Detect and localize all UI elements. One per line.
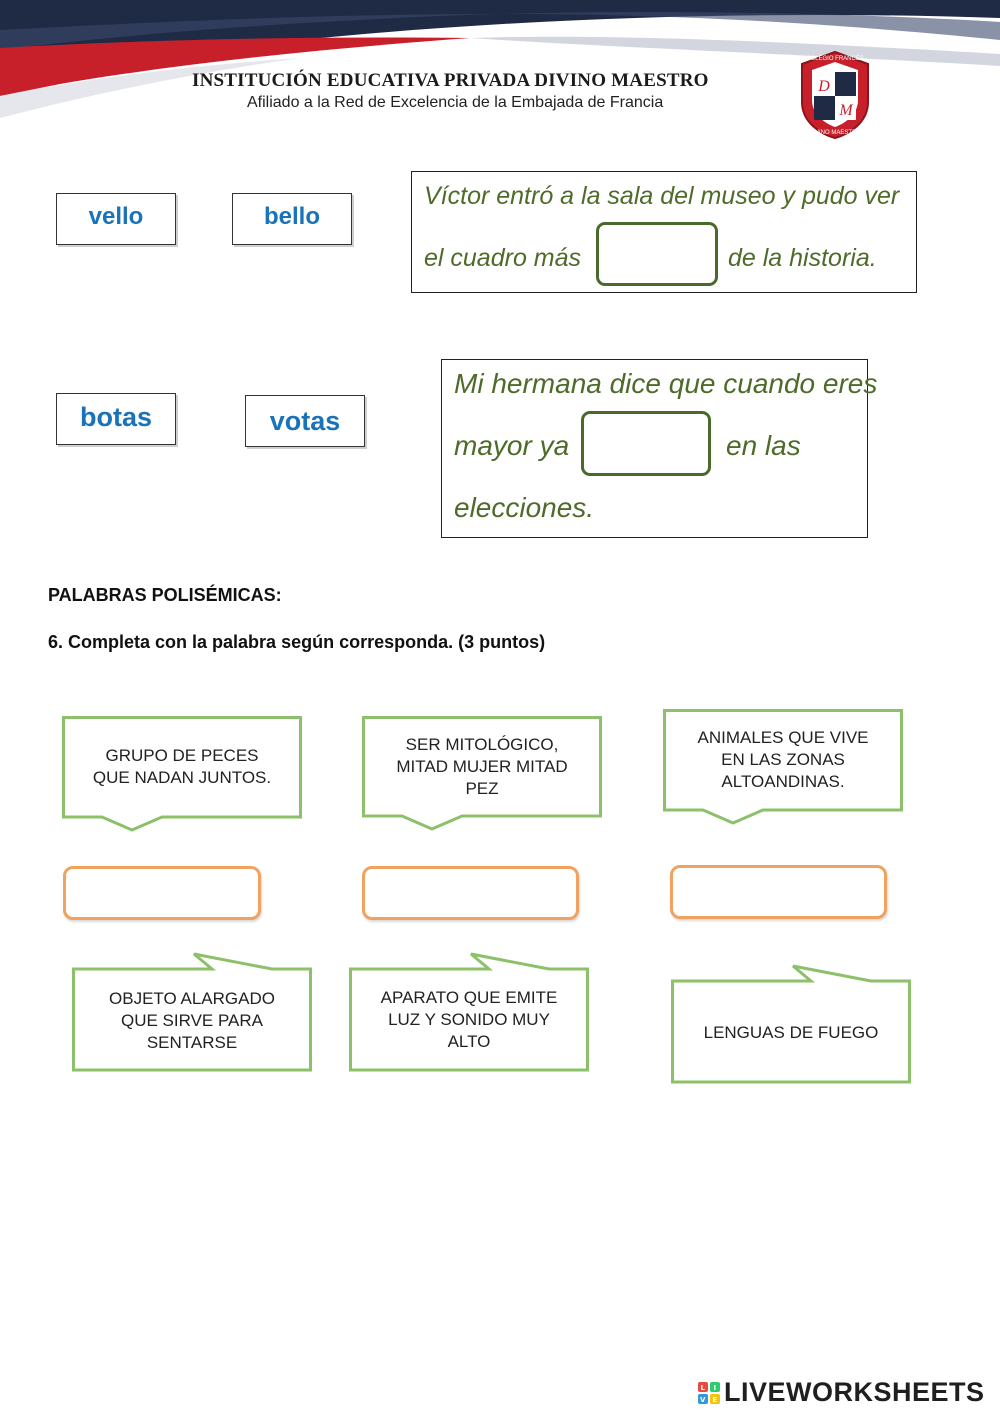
liveworksheets-logo-icon [698,1382,720,1404]
brand-icon-letter-e: E [712,1395,718,1404]
answer-box-2[interactable] [362,866,579,920]
clue-callout-5 [349,952,589,1072]
clue-callout-4 [72,952,312,1072]
clue-6-line-1: LENGUAS DE FUEGO [703,1023,879,1042]
clue-5-line-2: LUZ Y SONIDO MUY [388,1010,550,1029]
clue-4-line-3: SENTARSE [146,1033,238,1052]
logo-ring-bottom: DIVINO MAESTRO [808,130,862,136]
clue-3-line-1: ANIMALES QUE VIVE [697,728,869,747]
clue-3-line-3: ALTOANDINAS. [721,772,845,791]
brand-icon-letter-i: I [713,1383,717,1392]
clue-1-line-2: QUE NADAN JUNTOS. [92,768,272,787]
word-option-votas[interactable]: votas [245,395,365,447]
clue-5-line-1: APARATO QUE EMITE [380,988,558,1007]
word-option-vello[interactable]: vello [56,193,176,245]
liveworksheets-brand [698,1377,985,1408]
word-option-bello[interactable]: bello [232,193,352,245]
sentence-1-blank-drop[interactable] [596,222,718,286]
section-title: PALABRAS POLISÉMICAS: [48,585,282,605]
clue-3-line-2: EN LAS ZONAS [721,750,845,769]
sentence-1-part-3: de la historia. [728,244,877,272]
brand-icon-letter-l: L [700,1383,706,1392]
sentence-2-part-3: en las [726,430,801,461]
sentence-2-part-1: Mi hermana dice que cuando eres [454,368,878,399]
clue-2-line-3: PEZ [465,779,499,798]
brand-icon-letter-v: V [700,1395,706,1404]
sentence-box-1 [411,171,917,293]
answer-box-1[interactable] [63,866,261,920]
brand-text: LIVEWORKSHEETS [724,1377,985,1407]
sentence-2-part-4: elecciones. [454,492,595,523]
word-option-botas[interactable]: botas [56,393,176,445]
clue-4-line-2: QUE SIRVE PARA [120,1011,264,1030]
clue-callout-1 [62,716,302,832]
logo-ring-top: COLEGIO FRANCÉS [806,56,864,62]
logo-initial-d: D [818,78,830,95]
school-name: INSTITUCIÓN EDUCATIVA PRIVADA DIVINO MAESTRO [192,70,709,91]
logo-initial-m: M [839,102,853,119]
clue-2-line-2: MITAD MUJER MITAD [396,757,568,776]
clue-callout-2 [362,716,602,832]
clue-1-line-1: GRUPO DE PECES [105,746,259,765]
school-subtitle: Afiliado a la Red de Excelencia de la Embajada de Francia [247,94,664,111]
sentence-2-part-2: mayor ya [454,430,570,461]
sentence-1-part-1: Víctor entró a la sala del museo y pudo ver [424,182,900,210]
sentence-2-blank-drop[interactable] [581,411,711,476]
clue-callout-6 [671,964,911,1084]
instruction: 6. Completa con la palabra según corresponda. (3 puntos) [48,632,546,652]
answer-box-3[interactable] [670,865,887,919]
clue-5-line-3: ALTO [447,1032,491,1051]
clue-callout-3 [663,709,903,825]
clue-4-line-1: OBJETO ALARGADO [109,989,275,1008]
sentence-1-part-2: el cuadro más [424,244,582,272]
school-logo [798,50,872,140]
sentence-box-2 [441,359,878,538]
clue-2-line-1: SER MITOLÓGICO, [405,735,559,754]
